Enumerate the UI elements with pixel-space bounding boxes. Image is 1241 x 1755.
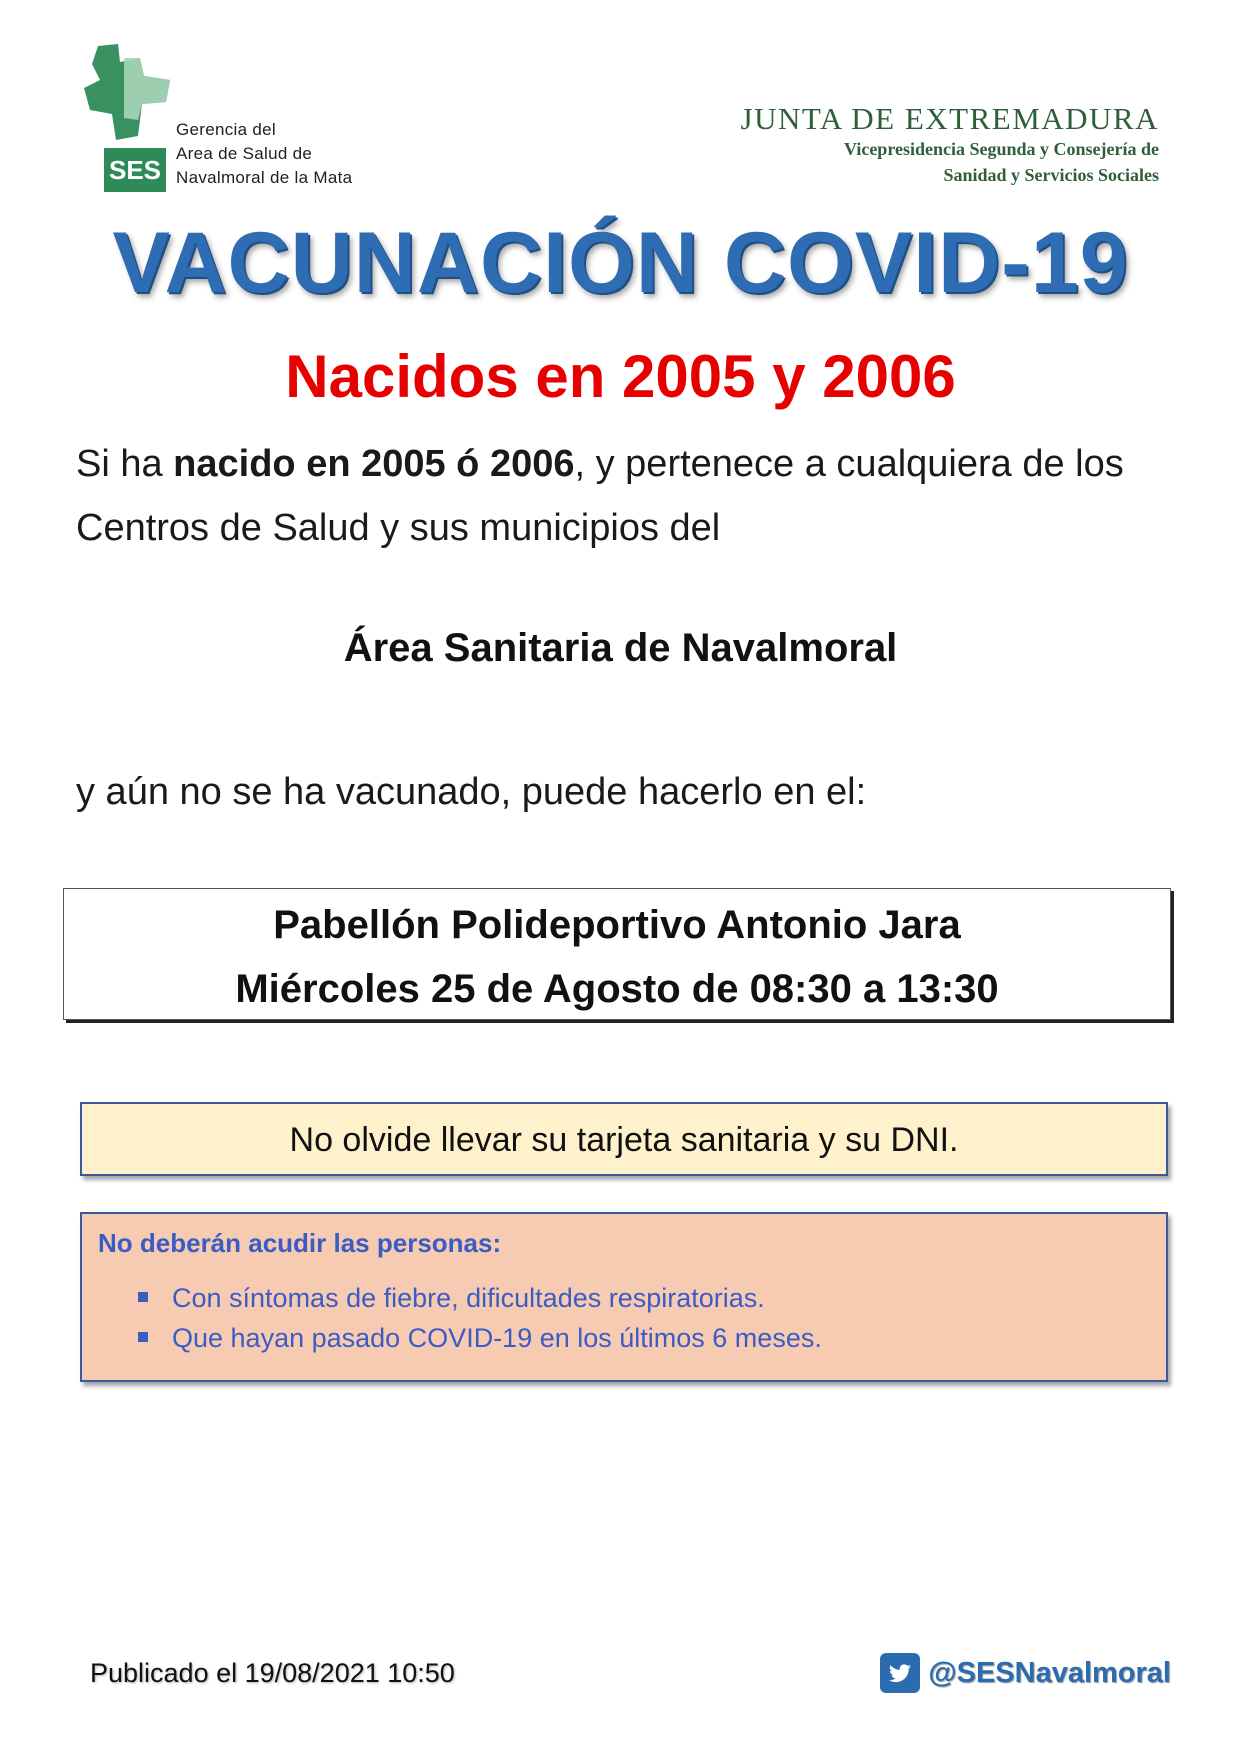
ses-logo <box>78 44 408 194</box>
square-bullet-icon <box>138 1292 148 1302</box>
warning-item-text: Con síntomas de fiebre, dificultades respiratorias. <box>172 1283 765 1313</box>
intro-prefix: Si ha <box>76 443 174 485</box>
twitter-handle[interactable]: @SESNavalmoral <box>928 1656 1171 1689</box>
intro-bold: nacido en 2005 ó 2006 <box>173 443 575 485</box>
twitter-link[interactable] <box>880 1652 1171 1694</box>
junta-header <box>741 102 1159 188</box>
reminder-box: No olvide llevar su tarjeta sanitaria y su DNI. <box>80 1102 1168 1176</box>
ses-badge: SES <box>104 148 166 192</box>
followup-paragraph: y aún no se ha vacunado, puede hacerlo en el: <box>76 771 867 813</box>
venue-box <box>63 888 1171 1020</box>
warning-box <box>80 1212 1168 1382</box>
venue-place: Pabellón Polideportivo Antonio Jara <box>273 903 961 947</box>
ses-line-1: Gerencia del <box>176 120 276 139</box>
ses-line-2: Area de Salud de <box>176 144 313 163</box>
list-item <box>138 1278 822 1318</box>
warning-list <box>138 1278 822 1358</box>
list-item <box>138 1318 822 1358</box>
junta-name: JUNTA DE EXTREMADURA <box>740 101 1159 136</box>
page-subtitle: Nacidos en 2005 y 2006 <box>285 343 956 410</box>
page-title: VACUNACIÓN COVID-19 <box>112 215 1129 311</box>
intro-suffix: , y pertenece a cualquiera de los Centros de Salud y sus municipios del <box>76 443 1124 549</box>
junta-line-1: Vicepresidencia Segunda y Consejería de <box>844 139 1159 159</box>
junta-line-2: Sanidad y Servicios Sociales <box>943 165 1159 185</box>
ses-line-3: Navalmoral de la Mata <box>176 168 353 187</box>
intro-paragraph <box>76 432 1186 560</box>
published-date: Publicado el 19/08/2021 10:50 <box>90 1658 455 1688</box>
twitter-icon <box>880 1653 920 1693</box>
area-heading: Área Sanitaria de Navalmoral <box>343 626 898 670</box>
warning-title: No deberán acudir las personas: <box>98 1228 502 1258</box>
extremadura-map-icon <box>78 44 178 154</box>
ses-logo-text <box>176 118 352 190</box>
square-bullet-icon <box>138 1332 148 1342</box>
warning-item-text: Que hayan pasado COVID-19 en los últimos 6 meses. <box>172 1323 822 1353</box>
venue-schedule: Miércoles 25 de Agosto de 08:30 a 13:30 <box>235 967 999 1011</box>
